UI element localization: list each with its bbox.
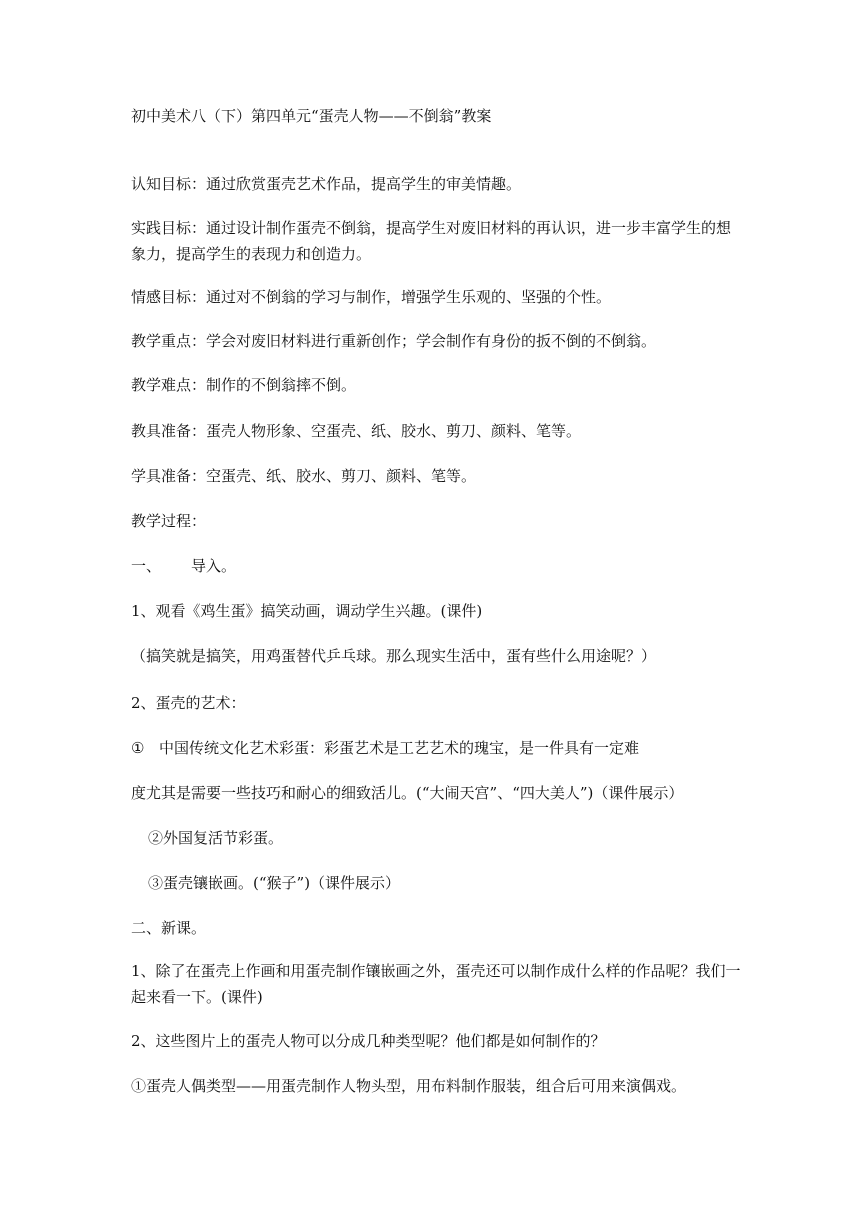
circled-item-1-continued: 度尤其是需要一些技巧和耐心的细致活儿。(“大闹天宫”、“四大美人”)（课件展示） (131, 784, 684, 802)
section-1-number: 一、 (131, 557, 162, 575)
circled-item-1 (131, 737, 741, 759)
new-lesson-item-1: 1、除了在蛋壳上作画和用蛋壳制作镶嵌画之外，蛋壳还可以制作成什么样的作品呢？我们一起来看一下。(课件) (131, 962, 741, 1006)
section-1-heading (131, 555, 741, 577)
key-points: 教学重点：学会对废旧材料进行重新创作；学会制作有身份的扳不倒的不倒翁。 (131, 332, 657, 350)
goal-cognitive: 认知目标：通过欣赏蛋壳艺术作品，提高学生的审美情趣。 (131, 175, 522, 193)
circled-item-1-mark: ① (131, 739, 145, 757)
section-1-text: 导入。 (191, 557, 237, 575)
process-heading: 教学过程： (131, 512, 207, 530)
circled-item-1-text: 中国传统文化艺术彩蛋：彩蛋艺术是工艺艺术的瑰宝，是一件具有一定难 (159, 739, 640, 757)
item-1: 1、观看《鸡生蛋》搞笑动画，调动学生兴趣。(课件) (131, 602, 483, 620)
difficulty: 教学难点：制作的不倒翁摔不倒。 (131, 376, 357, 394)
new-lesson-item-2-a: ①蛋壳人偶类型——用蛋壳制作人物头型，用布料制作服装，组合后可用来演偶戏。 (131, 1077, 687, 1095)
item-2: 2、蛋壳的艺术： (131, 694, 246, 712)
document-title: 初中美术八（下）第四单元“蛋壳人物——不倒翁”教案 (131, 107, 492, 125)
new-lesson-item-2: 2、这些图片上的蛋壳人物可以分成几种类型呢？他们都是如何制作的？ (131, 1032, 606, 1050)
goal-emotion: 情感目标：通过对不倒翁的学习与制作，增强学生乐观的、坚强的个性。 (131, 288, 612, 306)
circled-item-3: ③蛋壳镶嵌画。(“猴子”)（课件展示） (148, 874, 401, 892)
section-2-heading: 二、新课。 (131, 919, 207, 937)
student-tools: 学具准备：空蛋壳、纸、胶水、剪刀、颜料、笔等。 (131, 467, 477, 485)
circled-item-2: ②外国复活节彩蛋。 (148, 829, 284, 847)
teacher-tools: 教具准备：蛋壳人物形象、空蛋壳、纸、胶水、剪刀、颜料、笔等。 (131, 422, 582, 440)
item-1-note: （搞笑就是搞笑，用鸡蛋替代乒乓球。那么现实生活中，蛋有些什么用途呢？） (131, 647, 657, 665)
goal-practice: 实践目标：通过设计制作蛋壳不倒翁，提高学生对废旧材料的再认识，进一步丰富学生的想象力，提高学生的表现力和创造力。 (131, 219, 732, 263)
